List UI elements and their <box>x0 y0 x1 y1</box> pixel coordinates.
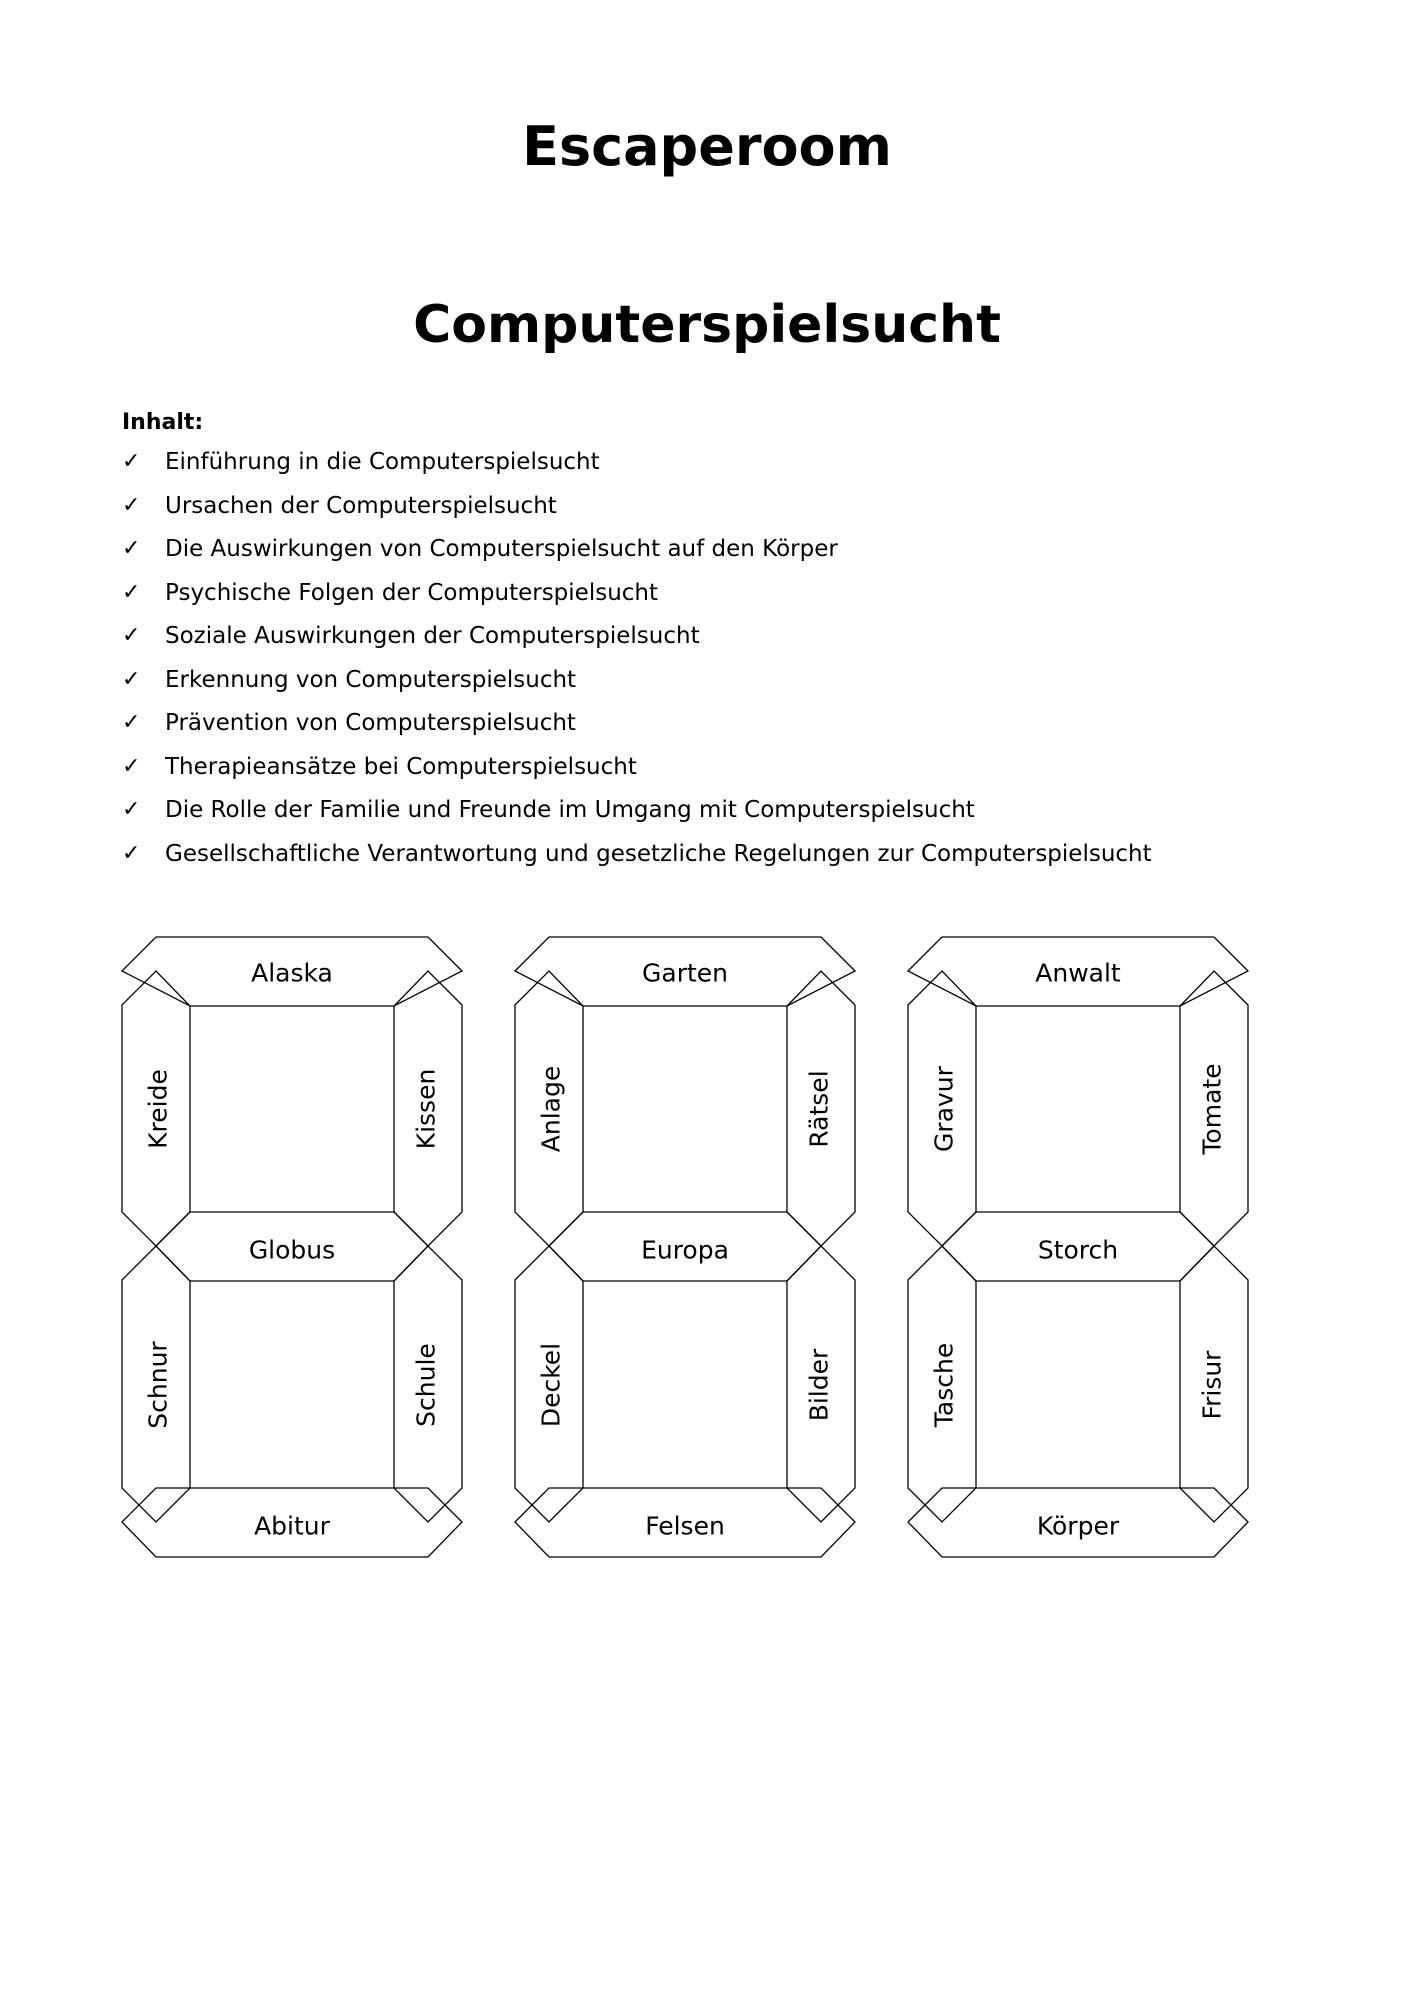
segment-label-bottom: Abitur <box>254 1511 330 1541</box>
check-icon: ✓ <box>122 449 141 474</box>
list-item-text: Psychische Folgen der Computerspielsucht <box>165 579 659 606</box>
list-item-text: Therapieansätze bei Computerspielsucht <box>165 753 637 780</box>
segment-label-bottom: Körper <box>1036 1511 1120 1541</box>
segment-label-middle: Globus <box>248 1235 336 1265</box>
segment-label-top: Anwalt <box>1035 958 1121 988</box>
segment-label-lower-right: Schule <box>411 1343 441 1427</box>
list-item-text: Die Rolle der Familie und Freunde im Umgang mit Computerspielsucht <box>165 797 975 823</box>
seven-segment-display-1 <box>122 937 462 1557</box>
segment-label-lower-right: Frisur <box>1197 1350 1227 1420</box>
check-icon: ✓ <box>122 536 141 561</box>
segment-label-upper-left: Gravur <box>929 1066 959 1152</box>
contents-label: Inhalt: <box>122 410 204 435</box>
seven-segment-display-2 <box>515 937 855 1557</box>
check-icon: ✓ <box>122 579 141 605</box>
check-icon: ✓ <box>122 797 141 822</box>
segment-label-upper-right: Kissen <box>411 1068 441 1150</box>
list-item-text: Prävention von Computerspielsucht <box>165 710 576 736</box>
check-icon: ✓ <box>122 753 141 779</box>
segment-label-upper-left: Anlage <box>536 1065 566 1153</box>
segment-label-middle: Europa <box>641 1235 729 1265</box>
segment-label-upper-right: Tomate <box>1197 1063 1227 1155</box>
segment-label-lower-right: Bilder <box>804 1348 834 1422</box>
list-item-text: Soziale Auswirkungen der Computerspielsucht <box>165 623 700 649</box>
list-item-text: Erkennung von Computerspielsucht <box>165 666 577 693</box>
segment-label-lower-left: Schnur <box>143 1341 173 1429</box>
segment-label-bottom: Felsen <box>645 1511 725 1541</box>
segment-label-lower-left: Tasche <box>929 1342 959 1428</box>
segment-label-upper-right: Rätsel <box>804 1070 834 1148</box>
segment-label-middle: Storch <box>1037 1235 1119 1265</box>
document-subtitle: Computerspielsucht <box>413 295 1001 355</box>
list-item-text: Gesellschaftliche Verantwortung und gesetzliche Regelungen zur Computerspielsucht <box>165 840 1152 867</box>
segment-label-upper-left: Kreide <box>143 1069 173 1149</box>
check-icon: ✓ <box>122 710 141 735</box>
check-icon: ✓ <box>122 623 141 648</box>
segment-label-lower-left: Deckel <box>536 1342 566 1428</box>
document-title: Escaperoom <box>522 115 892 178</box>
check-icon: ✓ <box>122 492 141 518</box>
check-icon: ✓ <box>122 840 141 866</box>
check-icon: ✓ <box>122 666 141 692</box>
list-item-text: Ursachen der Computerspielsucht <box>165 492 557 519</box>
segment-label-top: Alaska <box>251 958 333 988</box>
seven-segment-display-3 <box>908 937 1248 1557</box>
list-item-text: Die Auswirkungen von Computerspielsucht auf den Körper <box>165 536 838 562</box>
list-item-text: Einführung in die Computerspielsucht <box>165 449 600 475</box>
segment-label-top: Garten <box>642 958 728 988</box>
